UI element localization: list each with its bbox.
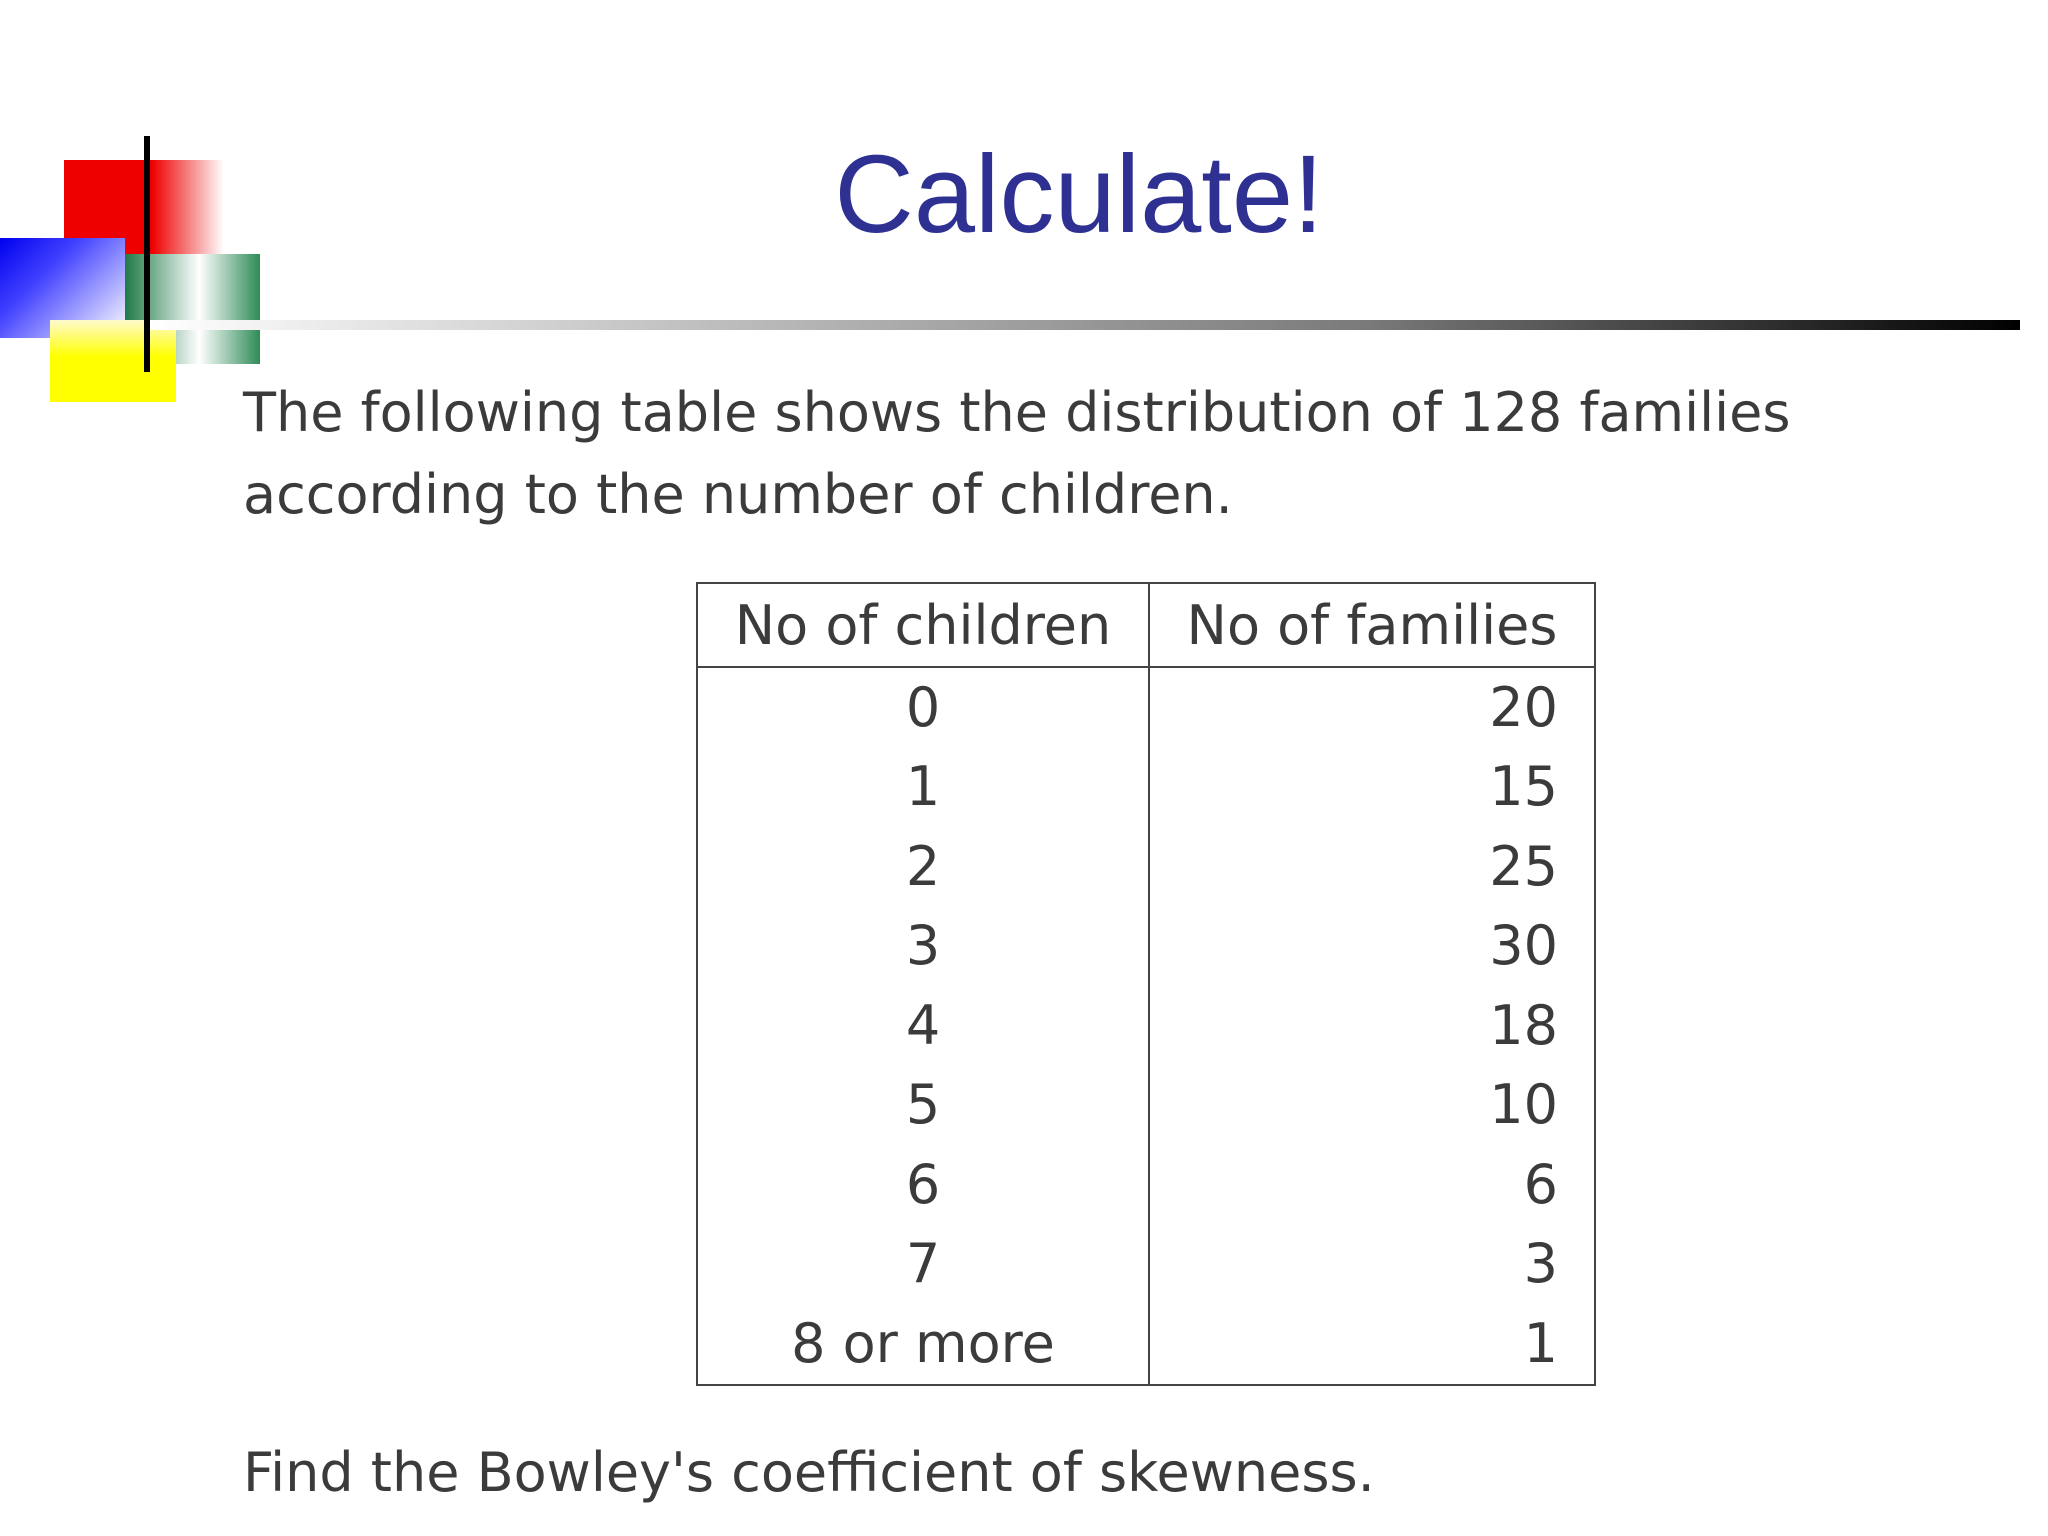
children-cell: 5 <box>697 1066 1149 1146</box>
children-cell: 8 or more <box>697 1304 1149 1385</box>
distribution-table <box>696 582 1596 1386</box>
table-row <box>697 1145 1595 1225</box>
families-cell: 6 <box>1523 1152 1558 1216</box>
logo-yellow-block <box>50 320 176 402</box>
families-cell: 10 <box>1489 1073 1558 1137</box>
children-cell: 1 <box>697 748 1149 828</box>
families-cell: 3 <box>1523 1232 1558 1296</box>
table-row <box>697 748 1595 828</box>
families-cell: 20 <box>1489 675 1558 739</box>
column-header-children: No of children <box>697 583 1149 667</box>
families-cell: 30 <box>1489 914 1558 978</box>
table-row <box>697 1066 1595 1146</box>
families-cell: 1 <box>1523 1311 1558 1375</box>
families-cell: 18 <box>1489 993 1558 1057</box>
families-cell: 25 <box>1489 834 1558 898</box>
table-row <box>697 907 1595 987</box>
table-row <box>697 667 1595 748</box>
children-cell: 6 <box>697 1145 1149 1225</box>
children-cell: 0 <box>697 667 1149 748</box>
intro-paragraph: The following table shows the distribution of 128 families according to the number of children. <box>243 381 1791 526</box>
table-header-row <box>697 583 1595 667</box>
families-cell: 15 <box>1489 755 1558 819</box>
children-cell: 7 <box>697 1225 1149 1305</box>
children-cell: 3 <box>697 907 1149 987</box>
table-row <box>697 1304 1595 1385</box>
title-underline-rule <box>150 320 2020 330</box>
table-row <box>697 1225 1595 1305</box>
children-cell: 2 <box>697 827 1149 907</box>
question-text: Find the Bowley's coefficient of skewness. <box>243 1441 1375 1504</box>
column-header-families: No of families <box>1149 583 1595 667</box>
slide-title: Calculate! <box>834 133 1324 256</box>
table-row <box>697 827 1595 907</box>
children-cell: 4 <box>697 986 1149 1066</box>
table-row <box>697 986 1595 1066</box>
